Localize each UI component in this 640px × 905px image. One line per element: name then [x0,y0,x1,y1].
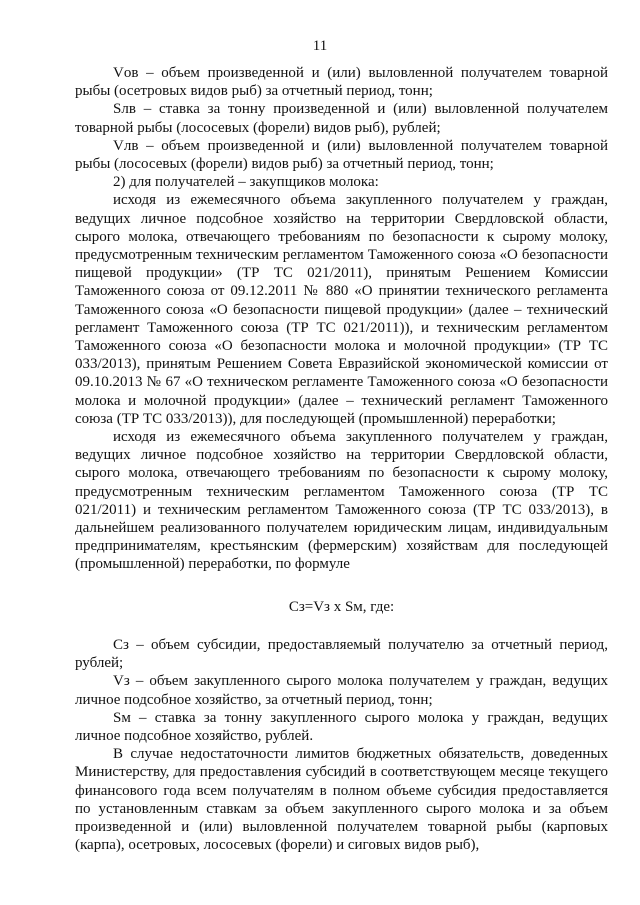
paragraph: Vов – объем произведенной и (или) выловленной получателем товарной рыбы (осетровых видов рыб) за отчетный период, тонн; [75,65,608,100]
paragraph: Vз – объем закупленного сырого молока получателем у граждан, ведущих личное подсобное хозяйство, за отчетный период, тонн; [75,673,608,708]
paragraph: Vлв – объем произведенной и (или) выловленной получателем товарной рыбы (лососевых (форели) видов рыб) за отчетный период, тонн; [75,137,608,173]
paragraph: Cз – объем субсидии, предоставляемый получателю за отчетный период, рублей; [75,636,608,672]
paragraph: Sм – ставка за тонну закупленного сырого молока у граждан, ведущих личное подсобное хозяйство, рублей. [75,709,608,744]
paragraph: Sлв – ставка за тонну произведенной и (или) выловленной получателем товарной рыбы (лососевых (форели) видов рыб), рублей; [75,101,608,136]
paragraph: исходя из ежемесячного объема закупленного получателем у граждан, ведущих личное подсобное хозяйство на территории Свердловской области, сырого молока, отвечающего требованиям по безопасности к сырому молоку, предусмотренным техническим регламентом Таможенного союза «О безопасности пищевой продукции» (ТР ТС 021/2011), принятым Решением Комиссии Таможенного союза от 09.12.2011 № 880 «О принятии технического регламента Таможенного союза «О безопасности пищевой продукции» (далее – технический регламент Таможенного союза (ТР ТС 021/2011)), и техническим регламентом Таможенного союза «О безопасности молока и молочной продукции» (ТР ТС 033/2013), принятым Решением Совета Евразийской экономической комиссии от 09.10.2013 № 67 «О техническом регламенте Таможенного союза «О безопасности молока и молочной продукции» (далее – технический регламент Таможенного союза (ТР ТС 033/2013)), для последующей (промышленной) переработки; [75,192,608,427]
paragraph: исходя из ежемесячного объема закупленного получателем у граждан, ведущих личное подсобное хозяйство на территории Свердловской области, сырого молока, отвечающего требованиям по безопасности к сырому молоку, предусмотренным техническим регламентом Таможенного союза (ТР ТС 021/2011) и техническим регламентом Таможенного союза (ТР ТС 033/2013), в дальнейшем реализованного получателем юридическим лицам, индивидуальным предпринимателям, крестьянским (фермерским) хозяйствам для последующей (промышленной) переработки, по формуле [75,429,608,573]
page-number: 11 [312,38,328,54]
paragraph: 2) для получателей – закупщиков молока: [113,174,379,191]
formula: Cз=Vз x Sм, где: [288,598,395,615]
paragraph: В случае недостаточности лимитов бюджетных обязательств, доведенных Министерству, для предоставления субсидий в соответствующем месяце текущего финансового года всем получателям в полном объеме субсидия предоставляется по установленным ставкам за объем закупленного сырого молока и за объем произведенной и (или) выловленной получателем товарной рыбы (карповых (карпа), осетровых, лососевых (форели) и сиговых видов рыб), [75,746,608,854]
document-body [75,64,608,854]
